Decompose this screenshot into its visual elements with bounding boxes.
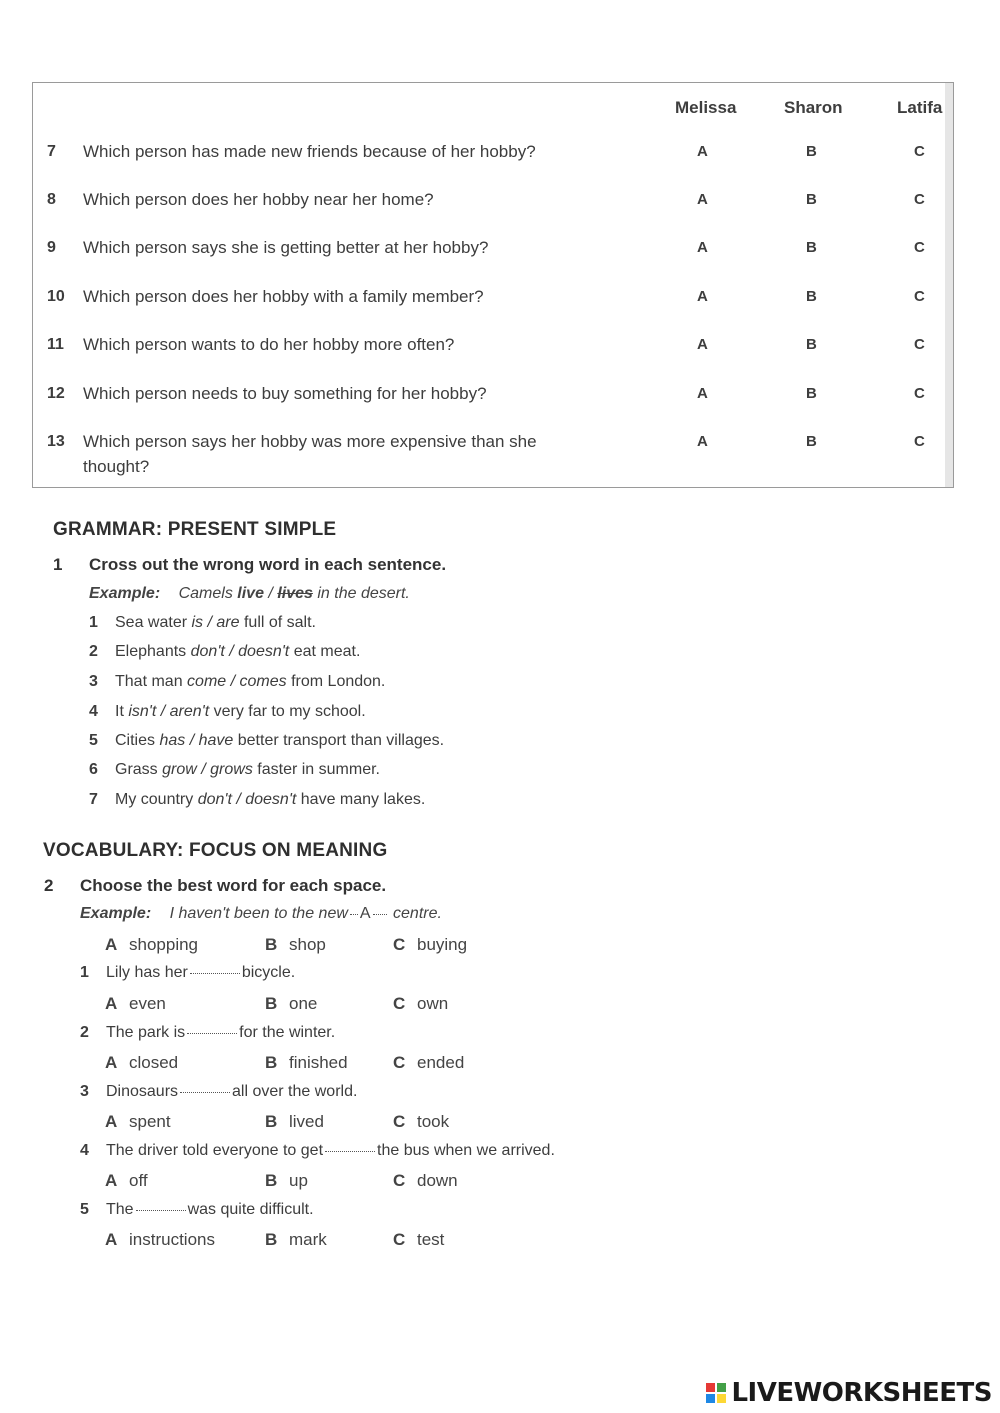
option-c[interactable] [393, 1230, 444, 1250]
option-letter: A [105, 1230, 118, 1249]
item-choice[interactable]: come / comes [187, 673, 287, 690]
option-letter: B [265, 1230, 278, 1249]
item-text-after: faster in summer. [257, 761, 380, 778]
item-text-before: Dinosaurs [106, 1083, 179, 1100]
option-letter: B [265, 1053, 278, 1072]
option-c[interactable] [393, 1053, 464, 1073]
option-a[interactable]: A [697, 433, 708, 450]
option-letter: C [393, 1171, 406, 1190]
item-text-after: the bus when we arrived. [377, 1142, 555, 1159]
option-letter: C [393, 994, 406, 1013]
option-a[interactable]: A [697, 288, 708, 305]
option-a[interactable] [105, 1053, 178, 1073]
item-number: 2 [89, 643, 98, 660]
logo-square-yellow [716, 1393, 727, 1404]
example-text-after: centre. [393, 905, 442, 922]
option-b[interactable]: B [806, 143, 817, 160]
item-text-after: better transport than villages. [237, 732, 445, 749]
item-number: 5 [89, 732, 98, 749]
option-word: ended [417, 1053, 465, 1072]
liveworksheets-brand [705, 1378, 992, 1408]
option-c[interactable]: C [914, 433, 925, 450]
item-text-after: full of salt. [243, 614, 316, 631]
option-word: closed [129, 1053, 179, 1072]
option-c[interactable] [393, 935, 467, 955]
option-c[interactable] [393, 994, 448, 1014]
question-number: 10 [47, 288, 65, 305]
task-number: 2 [44, 876, 54, 895]
grammar-item [89, 673, 385, 691]
item-text-before: My country [115, 791, 194, 808]
item-text-before: The park is [106, 1024, 186, 1041]
item-text-before: That man [115, 673, 183, 690]
grammar-item [89, 614, 316, 632]
option-c[interactable]: C [914, 288, 925, 305]
option-c[interactable]: C [914, 191, 925, 208]
answer-blank[interactable] [136, 1209, 186, 1211]
liveworksheets-logo-icon [705, 1382, 727, 1404]
question-number: 8 [47, 191, 56, 208]
option-b[interactable]: B [806, 288, 817, 305]
answer-blank[interactable] [180, 1091, 230, 1093]
option-letter: B [265, 1112, 278, 1131]
vocabulary-example [80, 905, 442, 923]
option-c[interactable]: C [914, 385, 925, 402]
option-letter: C [393, 1053, 406, 1072]
item-choice[interactable]: has / have [159, 732, 234, 749]
option-word: finished [289, 1053, 348, 1072]
option-b[interactable] [265, 1171, 308, 1191]
example-crossed-word: lives [277, 585, 313, 602]
vocabulary-instruction [44, 876, 644, 898]
item-number: 4 [89, 703, 98, 720]
option-word: spent [129, 1112, 171, 1131]
question-text: Which person wants to do her hobby more often? [83, 335, 455, 354]
option-a[interactable] [105, 1230, 215, 1250]
option-b[interactable]: B [806, 191, 817, 208]
grammar-example [89, 585, 410, 603]
option-a[interactable] [105, 1171, 148, 1191]
item-choice[interactable]: don't / doesn't [190, 643, 290, 660]
vocabulary-section-title: VOCABULARY: FOCUS ON MEANING [43, 840, 388, 861]
option-a[interactable]: A [697, 239, 708, 256]
option-letter: C [393, 1230, 406, 1249]
option-letter: A [105, 994, 118, 1013]
example-label: Example: [80, 905, 152, 922]
option-letter: A [105, 935, 118, 954]
item-number: 4 [80, 1142, 89, 1159]
item-text-after: all over the world. [232, 1083, 358, 1100]
option-letter: C [393, 1112, 406, 1131]
option-c[interactable]: C [914, 239, 925, 256]
option-c[interactable] [393, 1112, 449, 1132]
grammar-item [89, 643, 360, 661]
task-instruction: Cross out the wrong word in each sentence. [89, 555, 447, 574]
option-word: shopping [129, 935, 199, 954]
item-number: 1 [89, 614, 98, 631]
option-c[interactable] [393, 1171, 458, 1191]
grammar-item [89, 703, 366, 721]
grammar-instruction [53, 555, 653, 577]
option-b[interactable]: B [806, 433, 817, 450]
option-a[interactable] [105, 994, 166, 1014]
example-label: Example: [89, 585, 161, 602]
item-text-before: The driver told everyone to get [106, 1142, 324, 1159]
item-choice[interactable]: don't / doesn't [197, 791, 297, 808]
grammar-item [89, 791, 425, 809]
grammar-section-title: GRAMMAR: PRESENT SIMPLE [53, 519, 337, 540]
example-text-before: I haven't been to the new [169, 905, 348, 922]
question-text: Which person needs to buy something for her hobby? [83, 384, 487, 403]
item-text-before: Grass [115, 761, 158, 778]
option-word: took [417, 1112, 450, 1131]
example-answer: A [359, 905, 371, 922]
option-b[interactable] [265, 1112, 324, 1132]
example-separator: / [268, 585, 273, 602]
option-a[interactable]: A [697, 336, 708, 353]
question-text: Which person does her hobby near her home? [83, 190, 434, 209]
example-text-after: in the desert. [317, 585, 410, 602]
option-word: mark [289, 1230, 327, 1249]
vocabulary-item [80, 1142, 555, 1160]
logo-square-red [705, 1382, 716, 1393]
example-text-before: Camels [178, 585, 233, 602]
question-text: Which person says her hobby was more expensive than she thought? [83, 432, 537, 476]
item-number: 2 [80, 1024, 89, 1041]
item-text-after: very far to my school. [213, 703, 366, 720]
option-b[interactable] [265, 1053, 348, 1073]
item-number: 1 [80, 964, 89, 981]
blank-line [350, 913, 358, 915]
task-instruction: Choose the best word for each space. [80, 876, 387, 895]
item-choice[interactable]: isn't / aren't [128, 703, 210, 720]
logo-square-blue [705, 1393, 716, 1404]
task-number: 1 [53, 555, 63, 574]
logo-square-green [716, 1382, 727, 1393]
item-text-before: Elephants [115, 643, 187, 660]
option-letter: A [105, 1112, 118, 1131]
option-a[interactable]: A [697, 143, 708, 160]
grammar-item [89, 761, 380, 779]
brand-name: LIVEWORKSHEETS [731, 1378, 992, 1408]
example-correct-word: live [237, 585, 264, 602]
option-c[interactable]: C [914, 336, 925, 353]
question-text: Which person has made new friends because of her hobby? [83, 142, 536, 161]
item-text-before: Cities [115, 732, 156, 749]
item-text-after: was quite difficult. [187, 1201, 314, 1218]
item-text-after: from London. [291, 673, 386, 690]
vocabulary-item [80, 1024, 335, 1042]
question-number: 7 [47, 143, 56, 160]
option-letter: C [393, 935, 406, 954]
item-text-after: eat meat. [293, 643, 361, 660]
option-c[interactable]: C [914, 143, 925, 160]
option-letter: B [265, 994, 278, 1013]
column-header-latifa: Latifa [897, 98, 943, 117]
item-text-after: bicycle. [241, 964, 296, 981]
answer-blank[interactable] [190, 972, 240, 974]
answer-blank[interactable] [187, 1032, 237, 1034]
option-letter: A [105, 1171, 118, 1190]
option-b[interactable] [265, 1230, 327, 1250]
option-a[interactable] [105, 1112, 171, 1132]
option-b[interactable]: B [806, 239, 817, 256]
vocabulary-item [80, 1201, 314, 1219]
question-text: Which person does her hobby with a family member? [83, 287, 484, 306]
option-word: shop [289, 935, 326, 954]
item-text-before: The [106, 1201, 134, 1218]
option-b[interactable]: B [806, 385, 817, 402]
option-b[interactable] [265, 994, 317, 1014]
option-letter: A [105, 1053, 118, 1072]
column-header-melissa: Melissa [675, 98, 737, 117]
option-word: own [417, 994, 449, 1013]
item-text-after: for the winter. [239, 1024, 336, 1041]
option-a[interactable]: A [697, 385, 708, 402]
option-word: instructions [129, 1230, 215, 1249]
question-table [32, 82, 954, 488]
item-choice[interactable]: is / are [191, 614, 240, 631]
option-word: even [129, 994, 166, 1013]
item-number: 3 [80, 1083, 89, 1100]
option-b[interactable] [265, 935, 326, 955]
item-number: 5 [80, 1201, 89, 1218]
option-word: off [129, 1171, 148, 1190]
option-word: lived [289, 1112, 324, 1131]
item-number: 6 [89, 761, 98, 778]
option-word: test [417, 1230, 445, 1249]
option-word: down [417, 1171, 458, 1190]
item-number: 7 [89, 791, 98, 808]
item-text-before: Sea water [115, 614, 188, 631]
item-number: 3 [89, 673, 98, 690]
question-text: Which person says she is getting better at her hobby? [83, 238, 489, 257]
vocabulary-item [80, 1083, 357, 1101]
item-text-before: It [115, 703, 124, 720]
question-number: 9 [47, 239, 56, 256]
item-text-after: have many lakes. [300, 791, 426, 808]
option-letter: B [265, 935, 278, 954]
option-word: buying [417, 935, 468, 954]
page-edge-shadow [945, 83, 953, 487]
vocabulary-item [80, 964, 295, 982]
question-number: 11 [47, 336, 64, 353]
item-text-before: Lily has her [106, 964, 188, 981]
question-number: 13 [47, 433, 65, 450]
option-a[interactable] [105, 935, 198, 955]
option-letter: B [265, 1171, 278, 1190]
option-word: up [289, 1171, 308, 1190]
grammar-item [89, 732, 444, 750]
option-a[interactable]: A [697, 191, 708, 208]
blank-line [373, 913, 387, 915]
answer-blank[interactable] [325, 1150, 375, 1152]
question-number: 12 [47, 385, 65, 402]
column-header-sharon: Sharon [784, 98, 843, 117]
item-choice[interactable]: grow / grows [162, 761, 253, 778]
option-b[interactable]: B [806, 336, 817, 353]
option-word: one [289, 994, 318, 1013]
